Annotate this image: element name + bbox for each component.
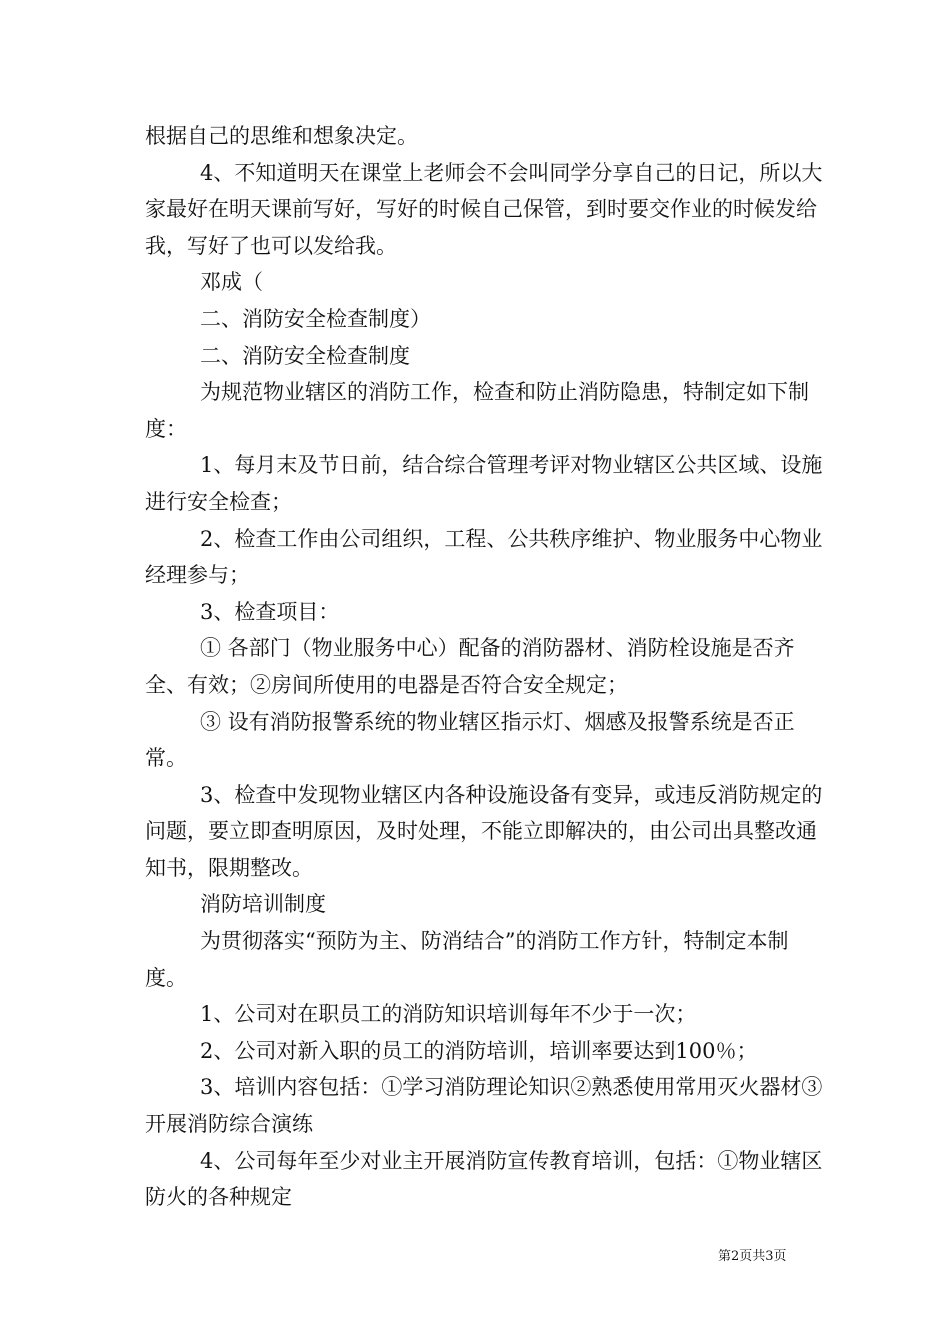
paragraph-3: 邓成（	[200, 270, 263, 295]
training-heading: 消防培训制度	[200, 892, 326, 917]
paragraph-8: 2、检查工作由公司组织，工程、公共秩序维护、物业服务中心物业经理参与；	[145, 526, 823, 588]
paragraph-16: 2、公司对新入职的员工的消防培训，培训率要达到100％；	[200, 1038, 758, 1063]
paragraph-11: ③ 设有消防报警系统的物业辖区指示灯、烟感及报警系统是否正常。	[145, 709, 795, 771]
paragraph-1: 根据自己的思维和想象决定。	[145, 124, 418, 148]
section-heading: 二、消防安全检查制度	[200, 343, 410, 368]
paragraph-14: 为贯彻落实“预防为主、防消结合”的消防工作方针，特制定本制度。	[145, 929, 789, 990]
paragraph-10: ① 各部门（物业服务中心）配备的消防器材、消防栓设施是否齐全、有效；②房间所使用的电器是否符合安全规定；	[145, 636, 795, 697]
page-number: 第2页共3页	[718, 1249, 787, 1264]
paragraph-18: 4、公司每年至少对业主开展消防宣传教育培训，包括：①物业辖区防火的各种规定	[145, 1148, 823, 1210]
paragraph-9: 3、检查项目：	[200, 599, 340, 624]
paragraph-15: 1、公司对在职员工的消防知识培训每年不少于一次；	[200, 1002, 697, 1027]
paragraph-12: 3、检查中发现物业辖区内各种设施设备有变异，或违反消防规定的问题，要立即查明原因，及时处理，不能立即解决的，由公司出具整改通知书，限期整改。	[145, 782, 823, 880]
paragraph-17: 3、培训内容包括：①学习消防理论知识②熟悉使用常用灭火器材③开展消防综合演练	[145, 1075, 823, 1137]
paragraph-4: 二、消防安全检查制度）	[200, 306, 431, 331]
document-body	[145, 118, 825, 1216]
paragraph-6: 为规范物业辖区的消防工作，检查和防止消防隐患，特制定如下制度：	[145, 380, 809, 441]
paragraph-2: 4、不知道明天在课堂上老师会不会叫同学分享自己的日记，所以大家最好在明天课前写好，写好的时候自己保管，到时要交作业的时候发给我，写好了也可以发给我。	[145, 160, 823, 258]
paragraph-7: 1、每月末及节日前，结合综合管理考评对物业辖区公共区域、设施进行安全检查；	[145, 453, 823, 514]
